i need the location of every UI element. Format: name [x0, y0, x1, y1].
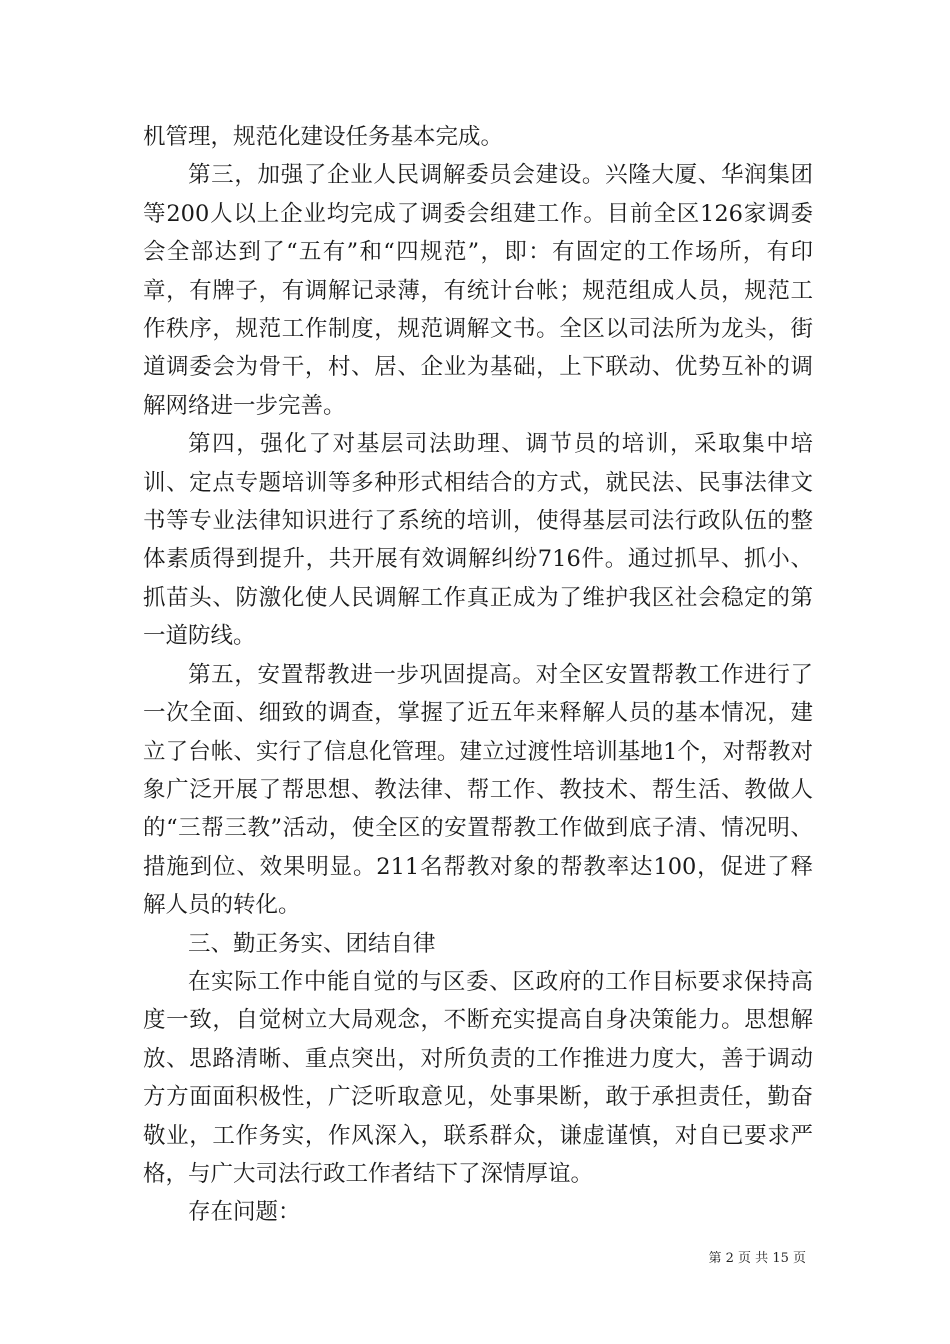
paragraph-section-three: 在实际工作中能自觉的与区委、区政府的工作目标要求保持高度一致，自觉树立大局观念，不断充实提高自身决策能力。思想解放、思路清晰、重点突出，对所负责的工作推进力度大，善于调动方方面面积极性，广泛听取意见，处事果断，敢于承担责任，勤奋敬业，工作务实，作风深入，联系群众，谦虚谨慎，对自已要求严格，与广大司法行政工作者结下了深情厚谊。 [143, 968, 813, 1187]
section-heading: 三、勤正务实、团结自律 [188, 930, 436, 957]
paragraph-issues-heading: 存在问题： [188, 1199, 301, 1226]
paragraph-third-point: 第三，加强了企业人民调解委员会建设。兴隆大厦、华润集团等200人以上企业均完成了调委会组建工作。目前全区126家调委会全部达到了“五有”和“四规范”，即：有固定的工作场所，有印章，有牌子，有调解记录薄，有统计台帐；规范组成人员，规范工作秩序，规范工作制度，规范调解文书。全区以司法所为龙头，街道调委会为骨干，村、居、企业为基础，上下联动、优势互补的调解网络进一步完善。 [143, 162, 813, 419]
page-number: 第 2 页 共 15 页 [708, 1251, 806, 1266]
document-body [143, 118, 813, 1232]
paragraph-fourth-point: 第四，强化了对基层司法助理、调节员的培训，采取集中培训、定点专题培训等多种形式相结合的方式，就民法、民事法律文书等专业法律知识进行了系统的培训，使得基层司法行政队伍的整体素质得到提升，共开展有效调解纠纷716件。通过抓早、抓小、抓苗头、防激化使人民调解工作真正成为了维护我区社会稳定的第一道防线。 [143, 431, 813, 650]
paragraph-fifth-point: 第五，安置帮教进一步巩固提高。对全区安置帮教工作进行了一次全面、细致的调查，掌握了近五年来释解人员的基本情况，建立了台帐、实行了信息化管理。建立过渡性培训基地1个，对帮教对象广泛开展了帮思想、教法律、帮工作、教技术、帮生活、教做人的“三帮三教”活动，使全区的安置帮教工作做到底子清、情况明、措施到位、效果明显。211名帮教对象的帮教率达100，促进了释解人员的转化。 [143, 661, 813, 919]
paragraph-continuation: 机管理，规范化建设任务基本完成。 [143, 124, 504, 150]
